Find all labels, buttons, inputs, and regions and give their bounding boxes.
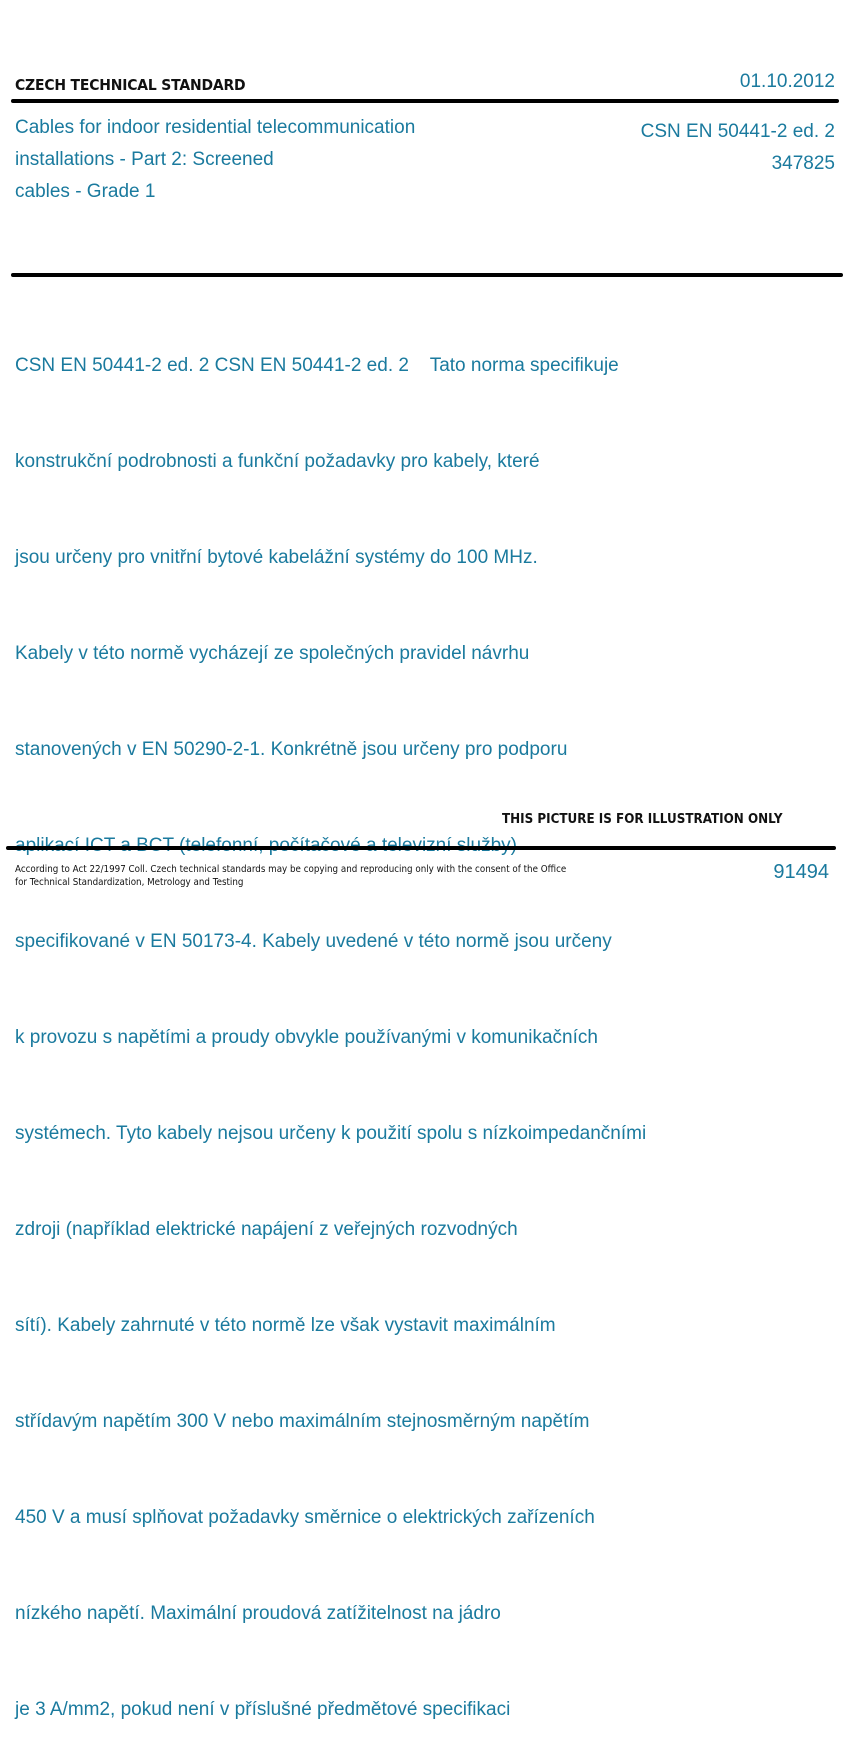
standard-title-line-2: installations - Part 2: Screened — [15, 149, 274, 170]
abstract-line: jsou určeny pro vnitřní bytové kabelážní systémy do 100 MHz. — [15, 547, 538, 568]
abstract-line: specifikované v EN 50173-4. Kabely uvedené v této normě jsou určeny — [15, 931, 612, 952]
copyright-line-2: for Technical Standardization, Metrology and Testing — [15, 877, 244, 888]
copyright-line-1: According to Act 22/1997 Coll. Czech technical standards may be copying and reproducing only with the consent of the Office — [15, 864, 567, 875]
catalog-number: 347825 — [771, 153, 835, 174]
footer-divider — [6, 846, 836, 850]
standard-title-line-1: Cables for indoor residential telecommunication — [15, 117, 416, 138]
abstract-line: je 3 A/mm2, pokud není v příslušné předmětové specifikaci — [15, 1699, 511, 1720]
abstract-line: stanovených v EN 50290-2-1. Konkrétně jsou určeny pro podporu — [15, 739, 568, 760]
abstract-line: systémech. Tyto kabely nejsou určeny k použití spolu s nízkoimpedančními — [15, 1123, 647, 1144]
abstract-line: k provozu s napětími a proudy obvykle používanými v komunikačních — [15, 1027, 598, 1048]
header-divider — [11, 99, 839, 103]
standard-identifier — [641, 116, 835, 180]
copyright-notice — [15, 863, 566, 889]
abstract-line: 450 V a musí splňovat požadavky směrnice o elektrických zařízeních — [15, 1507, 595, 1528]
document-type-label: CZECH TECHNICAL STANDARD — [15, 76, 246, 94]
standard-title-line-3: cables - Grade 1 — [15, 181, 156, 202]
abstract-line: střídavým napětím 300 V nebo maximálním stejnosměrným napětím — [15, 1411, 590, 1432]
document-number: 91494 — [773, 861, 829, 883]
abstract-line: CSN EN 50441-2 ed. 2 CSN EN 50441-2 ed. 2 Tato norma specifikuje — [15, 355, 619, 376]
abstract-line: sítí). Kabely zahrnuté v této normě lze však vystavit maximálním — [15, 1315, 556, 1336]
abstract-line: Kabely v této normě vycházejí ze společných pravidel návrhu — [15, 643, 530, 664]
abstract-line: zdroji (například elektrické napájení z veřejných rozvodných — [15, 1219, 518, 1240]
illustration-notice: THIS PICTURE IS FOR ILLUSTRATION ONLY — [502, 812, 783, 827]
abstract-line: konstrukční podrobnosti a funkční požadavky pro kabely, které — [15, 451, 540, 472]
standard-code: CSN EN 50441-2 ed. 2 — [640, 121, 835, 142]
standard-abstract — [15, 286, 646, 1758]
abstract-line: nízkého napětí. Maximální proudová zatížitelnost na jádro — [15, 1603, 501, 1624]
title-divider — [11, 273, 843, 277]
publication-date: 01.10.2012 — [739, 71, 835, 92]
